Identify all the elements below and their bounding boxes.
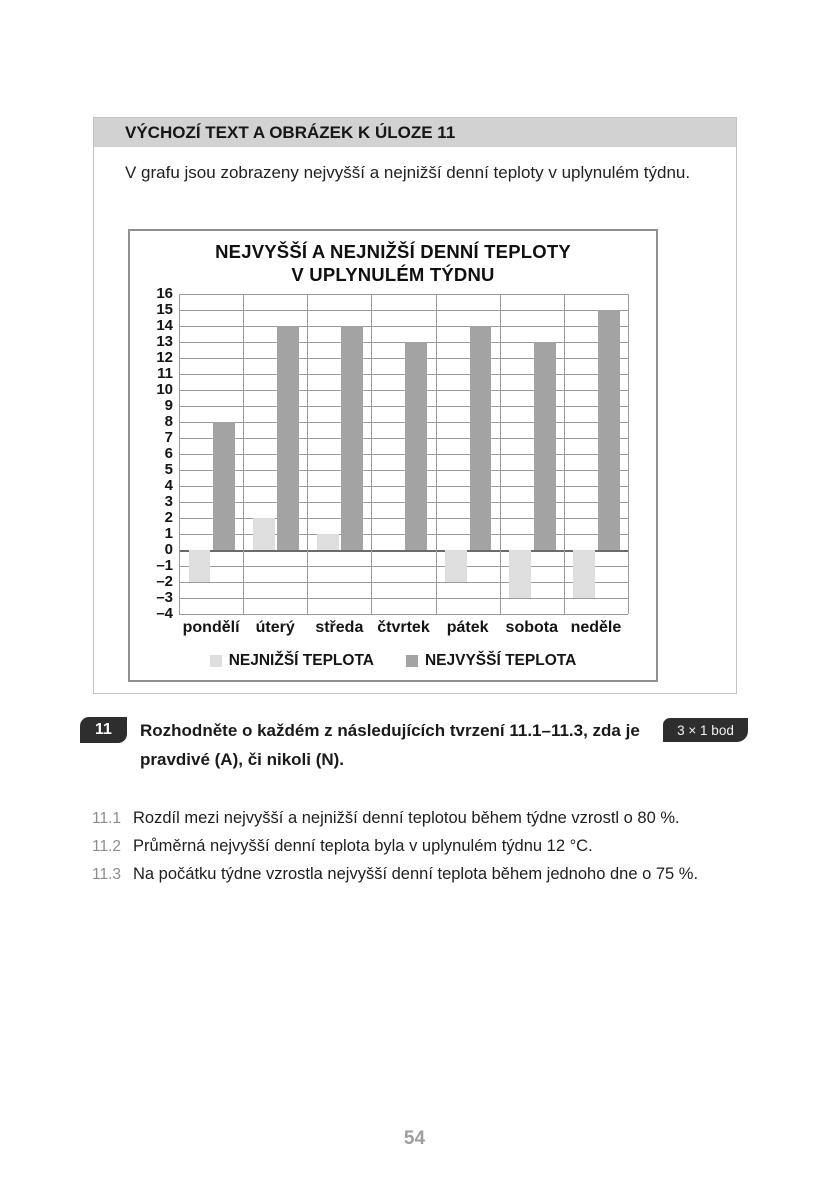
y-tick-label: 9 (164, 397, 173, 414)
gridline-vertical (628, 294, 629, 614)
y-tick-label: –1 (156, 557, 173, 574)
legend-label-high: NEJVYŠŠÍ TEPLOTA (424, 652, 577, 669)
legend-item-high (406, 652, 576, 670)
question-11 (0, 716, 829, 776)
x-axis-labels (179, 619, 628, 637)
statement-number: 11.3 (92, 866, 122, 883)
page-number: 54 (403, 1128, 426, 1149)
statement-row (92, 836, 802, 857)
statement-number: 11.1 (92, 810, 122, 827)
source-box (93, 117, 737, 694)
y-axis-labels (130, 285, 173, 622)
legend-swatch-low-icon (210, 655, 222, 667)
gridline-vertical (564, 294, 565, 614)
x-label-středa: středa (315, 619, 364, 636)
y-axis-line (179, 294, 180, 614)
bar-high-neděle (598, 310, 620, 550)
statement-list (92, 808, 802, 892)
y-tick-label: –3 (156, 589, 173, 606)
gridline-horizontal (179, 326, 628, 327)
y-tick-label: 7 (164, 429, 173, 446)
y-tick-label: 1 (164, 525, 173, 542)
source-box-header (94, 118, 736, 147)
chart-plot-area (179, 294, 628, 614)
x-label-úterý: úterý (255, 619, 295, 636)
bar-high-pátek (470, 326, 492, 550)
bar-low-pondělí (189, 550, 211, 582)
chart-title-line2: V UPLYNULÉM TÝDNU (291, 264, 495, 285)
bar-high-středa (341, 326, 363, 550)
points-badge: 3 × 1 bod (663, 718, 748, 742)
y-tick-label: 0 (164, 541, 173, 558)
gridline-horizontal (179, 470, 628, 471)
chart-legend (130, 652, 656, 670)
legend-label-low: NEJNIŽŠÍ TEPLOTA (228, 652, 374, 669)
statement-row (92, 808, 802, 829)
gridline-horizontal (179, 294, 628, 295)
gridline-horizontal (179, 390, 628, 391)
y-tick-label: 6 (164, 445, 173, 462)
bar-high-pondělí (213, 422, 235, 550)
y-tick-label: 11 (157, 365, 173, 382)
y-tick-label: 15 (156, 301, 173, 318)
gridline-horizontal (179, 422, 628, 423)
zero-gridline (179, 550, 628, 552)
x-label-pátek: pátek (446, 619, 489, 636)
y-tick-label: 8 (164, 413, 173, 430)
y-tick-label: 10 (156, 381, 173, 398)
legend-item-low (210, 652, 374, 670)
statement-row (92, 864, 802, 885)
statement-text: Průměrná nejvyšší denní teplota byla v uplynulém týdnu 12 °C. (133, 837, 593, 855)
question-text: Rozhodněte o každém z následujících tvrzení 11.1–11.3, zda je pravdivé (A), či nikoli (N). (140, 721, 640, 769)
y-tick-label: 16 (156, 285, 173, 302)
gridline-horizontal (179, 566, 628, 567)
bar-high-úterý (277, 326, 299, 550)
statement-number: 11.2 (92, 838, 122, 855)
gridline-vertical (243, 294, 244, 614)
bar-low-pátek (445, 550, 467, 582)
intro-text: V grafu jsou zobrazeny nejvyšší a nejnižší denní teploty v uplynulém týdnu. (125, 163, 691, 182)
gridline-horizontal (179, 454, 628, 455)
x-label-pondělí: pondělí (182, 619, 240, 636)
x-label-čtvrtek: čtvrtek (377, 619, 430, 636)
gridline-horizontal (179, 486, 628, 487)
gridline-vertical (371, 294, 372, 614)
bar-low-sobota (509, 550, 531, 598)
y-tick-label: –4 (156, 605, 173, 622)
y-tick-label: 2 (164, 509, 173, 526)
y-tick-label: 4 (164, 477, 173, 494)
gridline-horizontal (179, 374, 628, 375)
x-label-sobota: sobota (505, 619, 558, 636)
gridline-horizontal (179, 534, 628, 535)
y-tick-label: 3 (164, 493, 173, 510)
source-box-title: VÝCHOZÍ TEXT A OBRÁZEK K ÚLOZE 11 (125, 122, 456, 142)
gridline-horizontal (179, 310, 628, 311)
y-tick-label: 5 (164, 461, 173, 478)
gridline-horizontal (179, 502, 628, 503)
bar-high-sobota (534, 342, 556, 550)
bar-low-středa (317, 534, 339, 550)
gridline-vertical (436, 294, 437, 614)
question-number-badge: 11 (80, 717, 127, 743)
gridline-horizontal (179, 582, 628, 583)
gridline-vertical (307, 294, 308, 614)
statement-text: Na počátku týdne vzrostla nejvyšší denní teplota během jednoho dne o 75 %. (133, 865, 699, 883)
bar-low-neděle (573, 550, 595, 598)
bar-high-čtvrtek (405, 342, 427, 550)
legend-swatch-high-icon (406, 655, 418, 667)
y-tick-label: 13 (156, 333, 173, 350)
gridline-horizontal (179, 518, 628, 519)
x-label-neděle: neděle (570, 619, 622, 636)
gridline-horizontal (179, 598, 628, 599)
bar-low-úterý (253, 518, 275, 550)
y-tick-label: 14 (156, 317, 173, 334)
gridline-vertical (500, 294, 501, 614)
gridline-horizontal (179, 406, 628, 407)
gridline-horizontal (179, 614, 628, 615)
chart-title-line1: NEJVYŠŠÍ A NEJNIŽŠÍ DENNÍ TEPLOTY (215, 241, 571, 262)
y-tick-label: –2 (156, 573, 173, 590)
statement-text: Rozdíl mezi nejvyšší a nejnižší denní teplotou během týdne vzrostl o 80 %. (133, 809, 680, 827)
gridline-horizontal (179, 342, 628, 343)
y-tick-label: 12 (156, 349, 173, 366)
chart-title (130, 240, 656, 286)
gridline-horizontal (179, 358, 628, 359)
temperature-chart (128, 229, 658, 682)
gridline-horizontal (179, 438, 628, 439)
